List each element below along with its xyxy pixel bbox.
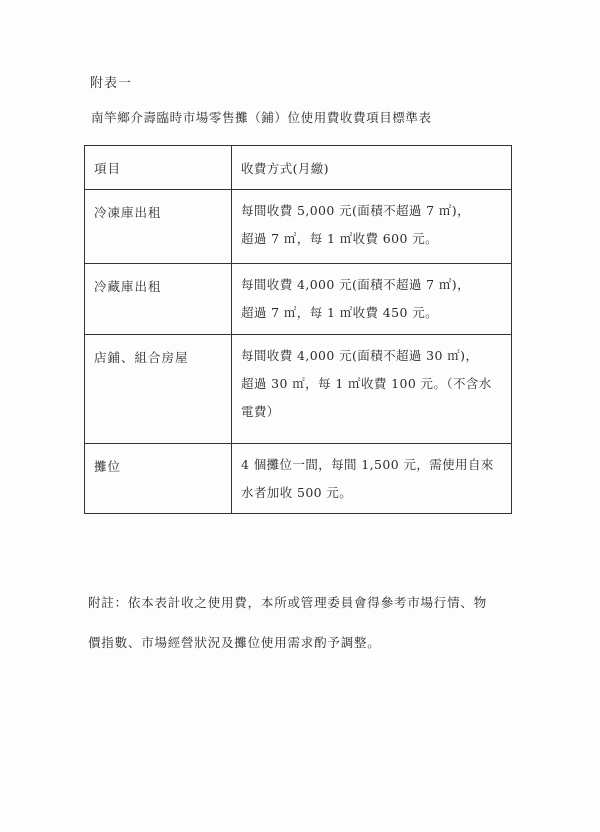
fee-cell <box>232 335 512 444</box>
fee-cell <box>232 444 512 514</box>
table-row <box>85 264 512 335</box>
header-fee-method: 收費方式(月繳) <box>232 146 512 190</box>
header-item: 項目 <box>85 146 232 190</box>
fee-line: 4 個攤位一間，每間 1,500 元，需使用自來 <box>241 457 494 472</box>
fee-line: 超過 7 ㎡，每 1 ㎡收費 450 元。 <box>241 305 439 320</box>
fee-line: 水者加收 500 元。 <box>241 485 353 500</box>
fee-line: 每間收費 5,000 元(面積不超過 7 ㎡)， <box>241 203 470 218</box>
fee-line: 每間收費 4,000 元(面積不超過 30 ㎡)， <box>241 348 479 363</box>
fee-line: 電費） <box>241 404 280 419</box>
item-cell: 冷藏庫出租 <box>85 264 232 335</box>
footnote-line: 附註：依本表計收之使用費，本所或管理委員會得參考市場行情、物 <box>88 595 488 610</box>
fee-line: 超過 30 ㎡，每 1 ㎡收費 100 元。（不含水 <box>241 376 492 391</box>
item-cell: 店鋪、組合房屋 <box>85 335 232 444</box>
annex-label: 附表一 <box>90 76 133 91</box>
fee-line: 每間收費 4,000 元(面積不超過 7 ㎡)， <box>241 277 470 292</box>
table-row <box>85 335 512 444</box>
footnote <box>88 583 528 663</box>
document-title: 南竿鄉介壽臨時市場零售攤（鋪）位使用費收費項目標準表 <box>91 110 432 125</box>
item-cell: 攤位 <box>85 444 232 514</box>
fee-cell <box>232 264 512 335</box>
table-row <box>85 190 512 264</box>
fee-line: 超過 7 ㎡，每 1 ㎡收費 600 元。 <box>241 231 439 246</box>
table-row <box>85 444 512 514</box>
table-header-row <box>85 146 512 190</box>
footnote-line: 價指數、市場經營狀況及攤位使用需求酌予調整。 <box>88 635 381 650</box>
fee-table <box>84 145 512 514</box>
fee-cell <box>232 190 512 264</box>
item-cell: 冷凍庫出租 <box>85 190 232 264</box>
